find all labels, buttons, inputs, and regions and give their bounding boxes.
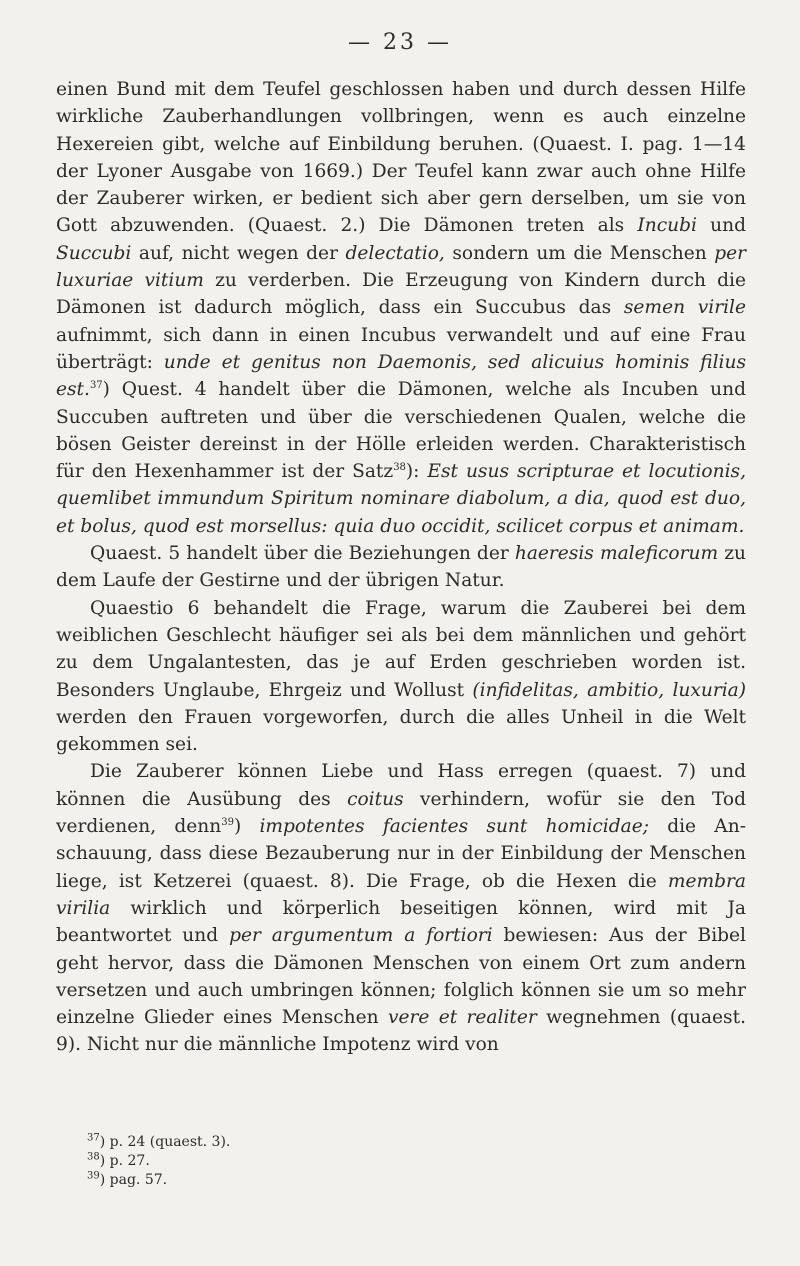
paragraph xyxy=(56,76,746,540)
body-text xyxy=(56,76,746,1059)
text-run: die Anschauung, dass diese Bezauberung nur in der Einbildung der Menschen liege, ist Ketzerei (quaest. 8). Die Frage, ob die Hexen die xyxy=(56,816,746,892)
paragraph xyxy=(56,758,746,1058)
footnote-ref: 37 xyxy=(89,380,103,392)
text-run: einen Bund mit dem Teufel geschlossen haben und durch dessen Hilfe wirkliche Zauberhandlungen vollbringen, wenn es auch einzelne Hexereien gibt, welche auf Einbildung beruhen. (Quaest. I. pag. 1—14 der Lyoner Ausgabe von 1669.) Der Teufel kann zwar auch ohne Hilfe der Zauberer wirken, er bedient sich aber gern derselben, um sie von Gott abzuwenden. (Quaest. 2.) Die Dämonen treten als xyxy=(56,79,746,237)
text-run: ): xyxy=(405,461,428,483)
latin-phrase: delectatio, xyxy=(345,242,445,264)
footnote xyxy=(87,1152,230,1171)
latin-phrase: per argumentum a fortiori xyxy=(229,925,493,947)
footnote-text: ) pag. 57. xyxy=(99,1172,168,1188)
footnote-text: ) p. 27. xyxy=(99,1153,150,1169)
text-run: aufnimmt, sich dann in einen Incubus verwandelt und auf eine Frau überträgt: xyxy=(56,324,746,373)
footnote xyxy=(87,1171,230,1190)
footnote-number: 37 xyxy=(87,1132,100,1144)
text-run: sondern um die Menschen xyxy=(444,242,715,264)
latin-phrase: impotentes facientes sunt homicidae; xyxy=(259,816,649,838)
latin-phrase: haeresis maleficorum xyxy=(514,543,719,565)
footnote-ref: 39 xyxy=(221,816,234,828)
text-run: werden den Frauen vorgeworfen, durch die alles Unheil in die Welt gekommen sei. xyxy=(56,706,746,756)
paragraph xyxy=(56,540,746,595)
text-run: auf, nicht wegen der xyxy=(131,242,346,264)
latin-phrase: Est usus scripturae et locutionis, quemlibet immundum Spiritum nominare diabolum, a dia, quod est duo, et bolus, quod est morsellus: quia duo occidit, scilicet corpus et animam. xyxy=(56,461,746,537)
footnote-text: ) p. 24 (quaest. 3). xyxy=(99,1134,231,1150)
text-run: Die Zauberer können Liebe und Hass erregen (quaest. 7) und können die Ausübung des xyxy=(56,761,746,810)
latin-phrase: per luxuriae vitium xyxy=(56,242,747,292)
text-run: verhindern, wofür sie den Tod verdienen, denn xyxy=(56,788,747,838)
footnotes xyxy=(87,1133,230,1190)
text-run: zu verderben. Die Erzeugung von Kindern durch die Dämonen ist dadurch möglich, dass ein Succubus das xyxy=(56,270,746,319)
text-run: wegnehmen (quaest. 9). Nicht nur die männliche Impotenz wird von xyxy=(56,1007,746,1056)
latin-phrase: membra virilia xyxy=(56,870,746,919)
text-run: ) Quest. 4 handelt über die Dämonen, welche als Incuben und Succuben auftreten und über die verschiedenen Qualen, welche die bösen Geister dereinst in der Hölle erleiden werden. Charakteristisch für den Hexenhammer ist der Satz xyxy=(56,379,746,483)
latin-phrase: Succubi xyxy=(56,242,132,264)
latin-phrase: unde et genitus non Daemonis, sed alicuius hominis filius est. xyxy=(56,351,746,401)
page-number: — 23 — xyxy=(348,30,452,55)
footnote-ref: 38 xyxy=(393,461,406,473)
paragraph xyxy=(56,595,746,759)
text-run: Quaest. 5 handelt über die Beziehungen der xyxy=(90,543,515,565)
latin-phrase: semen virile xyxy=(623,297,746,319)
text-run: und xyxy=(696,215,746,237)
text-run: bewiesen: Aus der Bibel geht hervor, dass die Dämonen Menschen von einem Ort zum andern versetzen und auch umbringen können; folglich können sie um so mehr einzelne Glieder eines Menschen xyxy=(56,925,747,1029)
footnote-number: 38 xyxy=(87,1151,100,1163)
text-run: zu dem Laufe der Gestirne und der übrigen Natur. xyxy=(56,543,747,592)
text-run: wirklich und körperlich beseitigen können, wird mit Ja beantwortet und xyxy=(56,897,746,947)
footnote-number: 39 xyxy=(87,1170,100,1182)
latin-phrase: vere et realiter xyxy=(387,1007,537,1029)
text-run: ) xyxy=(233,816,260,838)
footnote xyxy=(87,1133,230,1152)
latin-phrase: Incubi xyxy=(637,215,697,237)
text-run: Quaestio 6 behandelt die Frage, warum die Zauberei bei dem weiblichen Geschlecht häufiger sei als bei dem männlichen und gehört zu dem Ungalantesten, das je auf Erden geschrieben worden ist. Besonders Unglaube, Ehrgeiz und Wollust xyxy=(56,597,746,701)
latin-phrase: (infidelitas, ambitio, luxuria) xyxy=(472,679,746,701)
latin-phrase: coitus xyxy=(347,788,404,810)
